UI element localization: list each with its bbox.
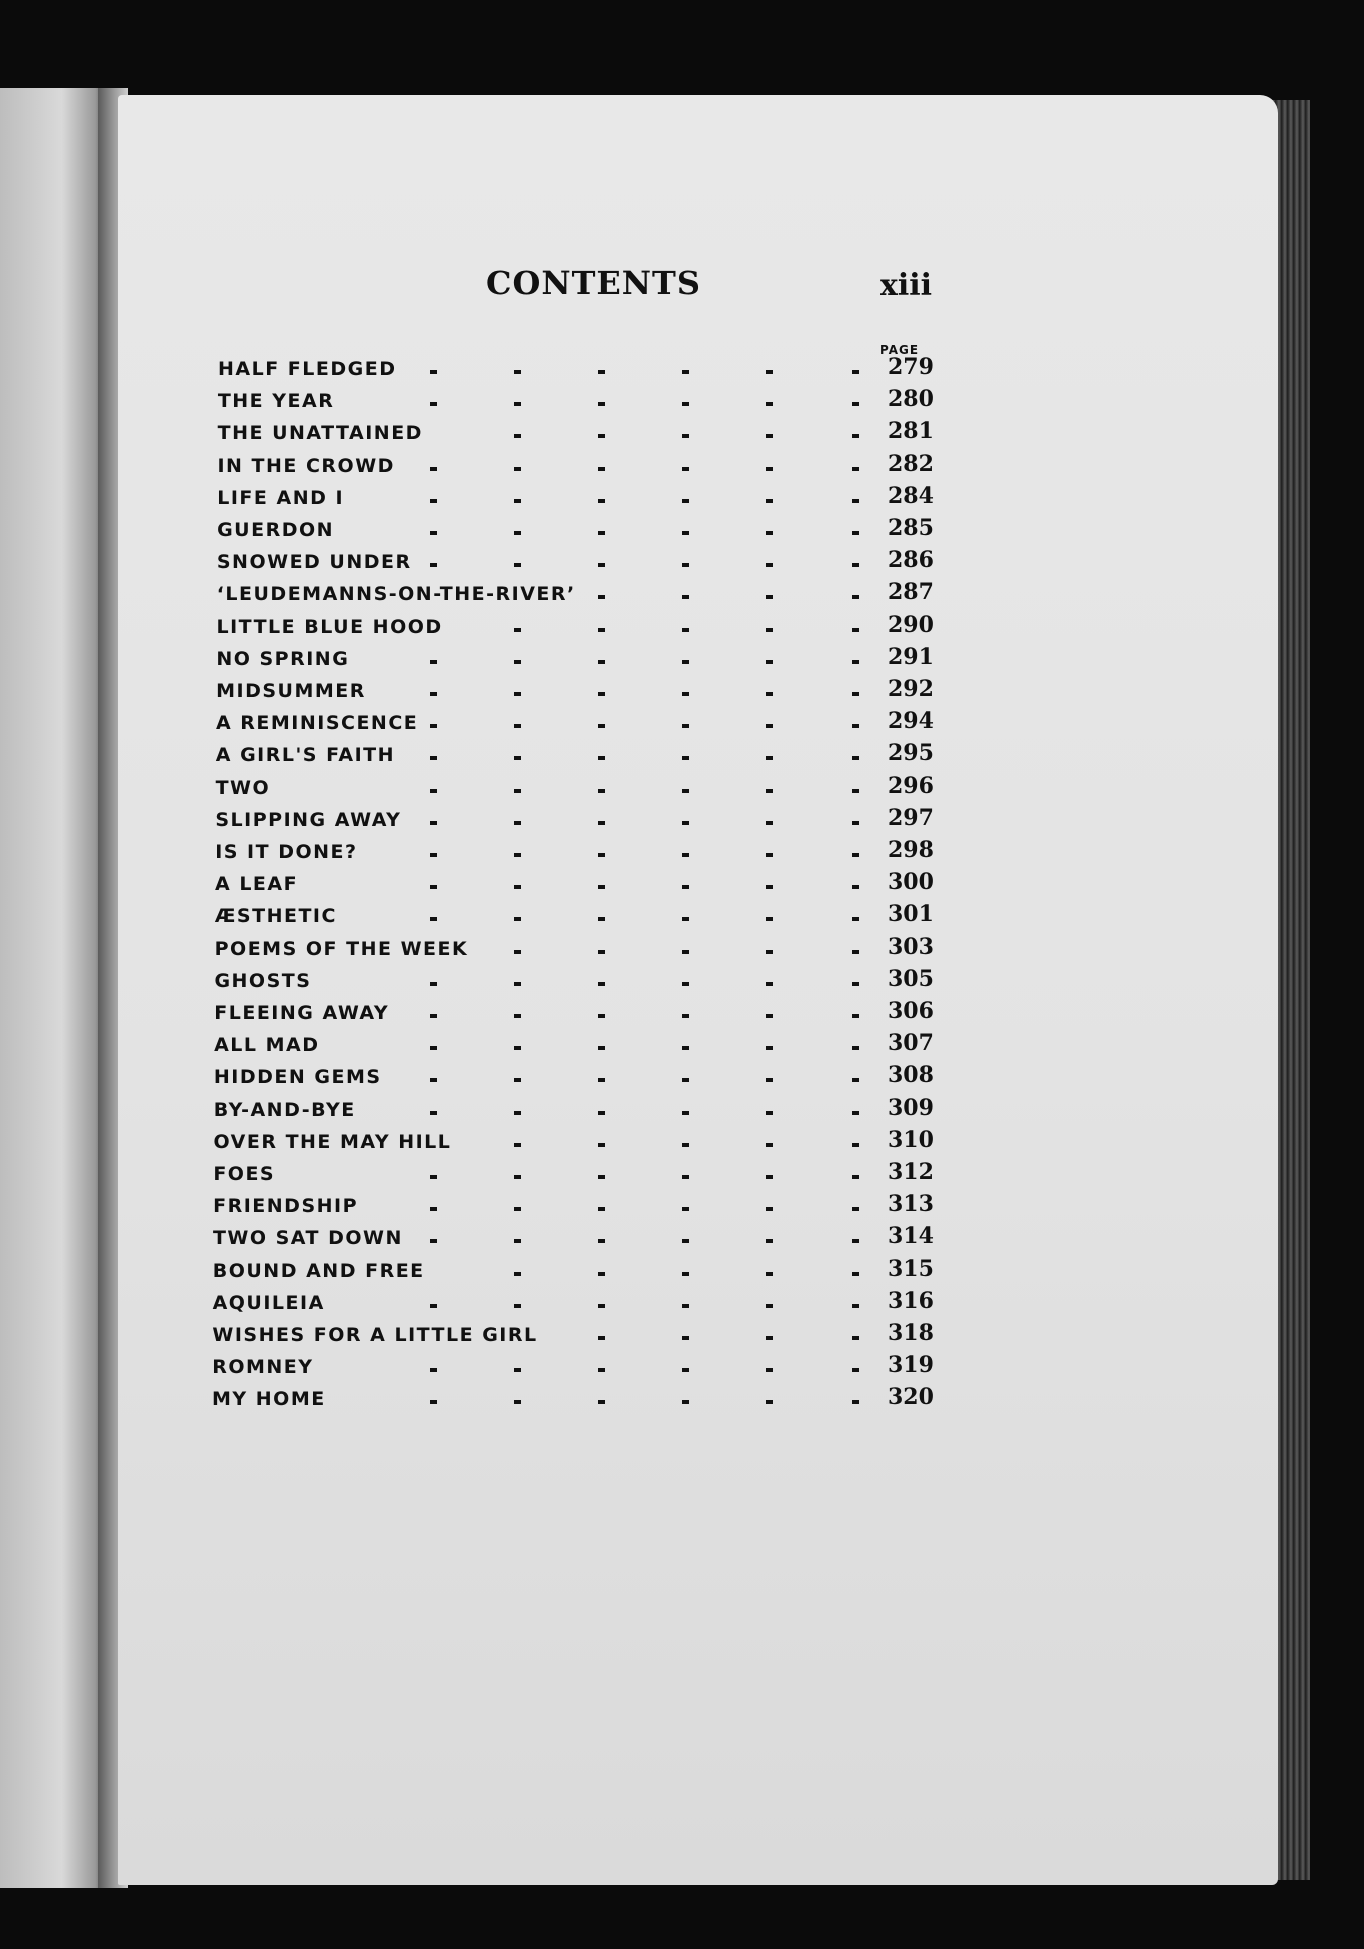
toc-entry-page: 316 — [888, 1287, 934, 1314]
toc-entry-page: 312 — [888, 1159, 934, 1185]
leader-dash — [430, 660, 437, 664]
toc-entry-page: 297 — [888, 804, 934, 831]
leader-dash — [682, 1078, 689, 1082]
leader-dash — [766, 499, 773, 503]
leader-dash — [514, 467, 521, 471]
leader-dash — [766, 595, 773, 599]
toc-entry-title: SNOWED UNDER — [216, 551, 412, 574]
leader-dash — [598, 1304, 605, 1308]
toc-row — [0, 1352, 1364, 1386]
leader-dash — [682, 724, 689, 728]
leader-dash — [852, 982, 859, 986]
leader-dash — [682, 1014, 689, 1018]
leader-dash — [682, 370, 689, 374]
leader-dash — [766, 1014, 773, 1018]
toc-entry-page: 298 — [888, 837, 934, 863]
leader-dash — [682, 982, 689, 986]
page-number: xiii — [880, 268, 933, 303]
leader-dash — [514, 692, 521, 696]
leader-dash — [682, 692, 689, 696]
toc-entry-title: LITTLE BLUE HOOD — [216, 615, 443, 638]
page-column-label: PAGE — [880, 343, 920, 357]
toc-row — [0, 1255, 1364, 1290]
toc-entry-title: TWO — [215, 776, 271, 799]
leader-dash — [766, 531, 773, 535]
leader-dash — [430, 1304, 437, 1308]
toc-row — [0, 933, 1364, 968]
toc-entry-title: A LEAF — [215, 873, 299, 896]
toc-entry-page: 296 — [888, 772, 934, 799]
toc-entry-page: 308 — [888, 1062, 934, 1089]
leader-dash — [514, 853, 521, 857]
leader-dash — [766, 1368, 773, 1372]
leader-dash — [514, 789, 521, 793]
leader-dash — [852, 370, 859, 374]
toc-entry-page: 313 — [888, 1191, 934, 1218]
leader-dash — [514, 756, 521, 760]
toc-entry-title: FRIENDSHIP — [213, 1195, 359, 1218]
leader-dash — [598, 660, 605, 664]
leader-dash — [514, 1111, 521, 1115]
leader-dash — [430, 531, 437, 535]
leader-dash — [514, 1400, 521, 1404]
leader-dash — [852, 1368, 859, 1372]
toc-entry-page: 285 — [888, 515, 934, 541]
leader-dash — [852, 563, 859, 567]
leader-dash — [598, 402, 605, 406]
toc-row — [0, 482, 1364, 517]
leader-dash — [598, 563, 605, 567]
leader-dash — [514, 402, 521, 406]
leader-dash — [852, 467, 859, 471]
toc-entry-title: BY-AND-BYE — [213, 1098, 356, 1121]
leader-dash — [852, 821, 859, 825]
toc-entry-page: 305 — [888, 965, 934, 992]
leader-dash — [430, 370, 437, 374]
toc-row — [0, 676, 1364, 710]
leader-dash — [514, 885, 521, 889]
toc-entry-page: 284 — [888, 482, 934, 509]
leader-dash — [598, 1046, 605, 1050]
leader-dash — [514, 499, 521, 503]
leader-dash — [852, 692, 859, 696]
leader-dash — [766, 789, 773, 793]
leader-dash — [598, 853, 605, 857]
leader-dash — [598, 821, 605, 825]
toc-entry-page: 301 — [888, 901, 934, 928]
leader-dash — [766, 982, 773, 986]
leader-dash — [598, 531, 605, 535]
toc-entry-title: NO SPRING — [216, 647, 350, 670]
toc-entry-page: 315 — [888, 1255, 934, 1282]
leader-dash — [514, 1272, 521, 1276]
toc-entry-title: ROMNEY — [212, 1356, 314, 1379]
toc-entry-title: SLIPPING AWAY — [215, 808, 402, 831]
toc-entry-title: IN THE CROWD — [217, 454, 395, 477]
leader-dash — [598, 628, 605, 632]
leader-dash — [682, 628, 689, 632]
leader-dash — [514, 370, 521, 374]
leader-dash — [852, 1078, 859, 1082]
toc-entry-title: FLEEING AWAY — [214, 1002, 390, 1024]
toc-entry-title: THE YEAR — [217, 390, 335, 413]
leader-dash — [430, 821, 437, 825]
toc-row — [0, 611, 1364, 646]
leader-dash — [852, 1336, 859, 1340]
leader-dash — [598, 1239, 605, 1243]
toc-entry-page: 290 — [888, 611, 934, 638]
leader-dash — [430, 1078, 437, 1082]
leader-dash — [766, 853, 773, 857]
leader-dash — [766, 402, 773, 406]
leader-dash — [598, 692, 605, 696]
toc-row — [0, 708, 1364, 742]
toc-row — [0, 1384, 1364, 1418]
leader-dash — [598, 724, 605, 728]
leader-dash — [852, 1400, 859, 1404]
toc-entry-title: A GIRL'S FAITH — [215, 744, 396, 767]
leader-dash — [682, 595, 689, 599]
leader-dash — [598, 1400, 605, 1404]
leader-dash — [766, 1336, 773, 1340]
leader-dash — [430, 982, 437, 986]
leader-dash — [766, 1207, 773, 1211]
leader-dash — [852, 756, 859, 760]
toc-entry-title: HIDDEN GEMS — [213, 1066, 382, 1089]
leader-dash — [682, 1304, 689, 1308]
leader-dash — [852, 1143, 859, 1147]
leader-dash — [852, 724, 859, 728]
leader-dash — [852, 1014, 859, 1018]
leader-dash — [766, 692, 773, 696]
toc-row — [0, 450, 1364, 485]
toc-entry-page: 300 — [888, 869, 934, 896]
leader-dash — [852, 1207, 859, 1211]
toc-row — [0, 515, 1364, 549]
leader-dash — [598, 434, 605, 438]
leader-dash — [514, 1014, 521, 1018]
leader-dash — [430, 1046, 437, 1050]
leader-dash — [766, 1078, 773, 1082]
toc-entry-title: OVER THE MAY HILL — [213, 1130, 452, 1153]
toc-entry-page: 286 — [888, 547, 934, 574]
leader-dash — [852, 402, 859, 406]
toc-entry-title: WISHES FOR A LITTLE GIRL — [212, 1324, 538, 1346]
leader-dash — [852, 853, 859, 857]
leader-dash — [682, 1143, 689, 1147]
toc-row — [0, 354, 1364, 388]
leader-dash — [766, 1272, 773, 1276]
toc-entry-page: 318 — [888, 1320, 934, 1346]
toc-row — [0, 386, 1364, 420]
leader-dash — [682, 1239, 689, 1243]
toc-entry-title: FOES — [213, 1163, 276, 1185]
toc-entry-page: 280 — [888, 386, 934, 413]
toc-row — [0, 837, 1364, 871]
leader-dash — [598, 1207, 605, 1211]
leader-dash — [430, 692, 437, 696]
leader-dash — [766, 660, 773, 664]
leader-dash — [852, 1272, 859, 1276]
toc-row — [0, 547, 1364, 581]
leader-dash — [514, 660, 521, 664]
leader-dash — [766, 1046, 773, 1050]
leader-dash — [598, 1368, 605, 1372]
toc-row — [0, 1320, 1364, 1354]
leader-dash — [852, 499, 859, 503]
toc-row — [0, 1126, 1364, 1161]
leader-dash — [430, 885, 437, 889]
leader-dash — [852, 917, 859, 921]
leader-dash — [430, 467, 437, 471]
leader-dash — [852, 660, 859, 664]
leader-dash — [852, 1304, 859, 1308]
toc-entry-page: 287 — [888, 579, 934, 606]
leader-dash — [514, 950, 521, 954]
leader-dash — [598, 1078, 605, 1082]
toc-row — [0, 1191, 1364, 1225]
leader-dash — [682, 402, 689, 406]
page-title: CONTENTS — [486, 264, 701, 302]
leader-dash — [682, 1400, 689, 1404]
toc-entry-title: TWO SAT DOWN — [212, 1227, 403, 1250]
toc-entry-title: THE UNATTAINED — [217, 422, 423, 445]
leader-dash — [514, 628, 521, 632]
toc-entry-title: MY HOME — [212, 1388, 326, 1411]
toc-entry-page: 294 — [888, 708, 934, 735]
leader-dash — [682, 950, 689, 954]
leader-dash — [598, 1336, 605, 1340]
leader-dash — [598, 595, 605, 599]
toc-row — [0, 1159, 1364, 1193]
leader-dash — [430, 1400, 437, 1404]
leader-dash — [766, 1111, 773, 1115]
leader-dash — [852, 789, 859, 793]
leader-dash — [430, 499, 437, 503]
leader-dash — [682, 563, 689, 567]
toc-entry-page: 291 — [888, 643, 934, 670]
leader-dash — [766, 1143, 773, 1147]
toc-row — [0, 643, 1364, 678]
toc-row — [0, 804, 1364, 839]
leader-dash — [430, 1175, 437, 1179]
leader-dash — [682, 853, 689, 857]
leader-dash — [766, 885, 773, 889]
leader-dash — [598, 982, 605, 986]
toc-row — [0, 901, 1364, 935]
leader-dash — [682, 1336, 689, 1340]
toc-row — [0, 418, 1364, 452]
toc-entry-page: 295 — [888, 740, 934, 767]
leader-dash — [430, 1014, 437, 1018]
toc-row — [0, 1287, 1364, 1322]
toc-entry-title: MIDSUMMER — [216, 680, 366, 702]
leader-dash — [766, 434, 773, 438]
leader-dash — [430, 756, 437, 760]
leader-dash — [682, 917, 689, 921]
leader-dash — [766, 1304, 773, 1308]
leader-dash — [514, 1207, 521, 1211]
toc-entry-page: 281 — [888, 418, 934, 445]
leader-dash — [682, 1175, 689, 1179]
leader-dash — [682, 1207, 689, 1211]
leader-dash — [598, 917, 605, 921]
leader-dash — [852, 434, 859, 438]
leader-dash — [430, 789, 437, 793]
leader-dash — [852, 950, 859, 954]
leader-dash — [766, 1239, 773, 1243]
leader-dash — [852, 1111, 859, 1115]
leader-dash — [852, 1175, 859, 1179]
leader-dash — [598, 885, 605, 889]
leader-dash — [514, 531, 521, 535]
toc-row — [0, 579, 1364, 613]
leader-dash — [514, 1304, 521, 1308]
leader-dash — [514, 917, 521, 921]
leader-dash — [598, 1272, 605, 1276]
leader-dash — [852, 628, 859, 632]
leader-dash — [598, 370, 605, 374]
leader-dash — [514, 1239, 521, 1243]
leader-dash — [766, 563, 773, 567]
toc-entry-page: 279 — [888, 354, 934, 380]
toc-entry-title: GUERDON — [217, 519, 335, 541]
toc-entry-page: 292 — [888, 676, 934, 702]
toc-row — [0, 772, 1364, 807]
toc-entry-page: 303 — [888, 933, 934, 960]
leader-dash — [852, 1046, 859, 1050]
leader-dash — [766, 724, 773, 728]
toc-entry-title: GHOSTS — [214, 969, 312, 992]
leader-dash — [852, 1239, 859, 1243]
leader-dash — [430, 563, 437, 567]
toc-row — [0, 1030, 1364, 1064]
leader-dash — [682, 885, 689, 889]
toc-entry-title: AQUILEIA — [212, 1291, 325, 1314]
toc-entry-title: ÆSTHETIC — [214, 905, 337, 928]
leader-dash — [682, 1046, 689, 1050]
leader-dash — [682, 1111, 689, 1115]
toc-entry-title: A REMINISCENCE — [215, 712, 419, 735]
leader-dash — [598, 467, 605, 471]
leader-dash — [430, 1207, 437, 1211]
leader-dash — [766, 628, 773, 632]
leader-dash — [598, 1014, 605, 1018]
leader-dash — [514, 1078, 521, 1082]
toc-row — [0, 1062, 1364, 1096]
leader-dash — [766, 370, 773, 374]
leader-dash — [766, 950, 773, 954]
leader-dash — [430, 917, 437, 921]
toc-entry-title: HALF FLEDGED — [218, 358, 397, 380]
leader-dash — [514, 821, 521, 825]
leader-dash — [598, 789, 605, 793]
leader-dash — [514, 982, 521, 986]
leader-dash — [598, 950, 605, 954]
toc-row — [0, 998, 1364, 1032]
toc-entry-title: ALL MAD — [214, 1034, 320, 1057]
toc-entry-page: 306 — [888, 998, 934, 1024]
leader-dash — [514, 1368, 521, 1372]
leader-dash — [514, 434, 521, 438]
leader-dash — [682, 434, 689, 438]
leader-dash — [852, 595, 859, 599]
leader-dash — [430, 724, 437, 728]
toc-entry-title: LIFE AND I — [217, 486, 345, 509]
toc-entry-page: 319 — [888, 1352, 934, 1379]
leader-dash — [682, 1272, 689, 1276]
leader-dash — [682, 499, 689, 503]
leader-dash — [598, 1175, 605, 1179]
leader-dash — [852, 885, 859, 889]
leader-dash — [682, 821, 689, 825]
leader-dash — [682, 660, 689, 664]
leader-dash — [852, 531, 859, 535]
leader-dash — [598, 1143, 605, 1147]
leader-dash — [514, 563, 521, 567]
leader-dash — [682, 531, 689, 535]
toc-entry-page: 320 — [888, 1384, 934, 1411]
toc-entry-page: 282 — [888, 450, 934, 477]
leader-dash — [430, 1239, 437, 1243]
leader-dash — [514, 1143, 521, 1147]
toc-entry-title: ‘LEUDEMANNS-ON-THE-RIVER’ — [216, 583, 576, 606]
toc-entry-title: BOUND AND FREE — [212, 1259, 425, 1282]
leader-dash — [514, 1046, 521, 1050]
leader-dash — [430, 1368, 437, 1372]
toc-entry-title: POEMS OF THE WEEK — [214, 937, 469, 960]
toc-entry-page: 310 — [888, 1126, 934, 1153]
leader-dash — [430, 853, 437, 857]
leader-dash — [682, 789, 689, 793]
leader-dash — [598, 1111, 605, 1115]
leader-dash — [766, 1400, 773, 1404]
toc-entry-page: 314 — [888, 1223, 934, 1250]
leader-dash — [766, 917, 773, 921]
leader-dash — [430, 1111, 437, 1115]
leader-dash — [682, 467, 689, 471]
leader-dash — [682, 1368, 689, 1372]
leader-dash — [514, 1175, 521, 1179]
leader-dash — [598, 499, 605, 503]
toc-row — [0, 1223, 1364, 1257]
leader-dash — [598, 756, 605, 760]
toc-row — [0, 1094, 1364, 1129]
toc-row — [0, 965, 1364, 1000]
toc-row — [0, 869, 1364, 903]
toc-row — [0, 740, 1364, 774]
leader-dash — [766, 1175, 773, 1179]
leader-dash — [682, 756, 689, 760]
leader-dash — [766, 756, 773, 760]
toc-entry-page: 307 — [888, 1030, 934, 1057]
leader-dash — [514, 724, 521, 728]
leader-dash — [766, 821, 773, 825]
leader-dash — [766, 467, 773, 471]
leader-dash — [430, 402, 437, 406]
toc-entry-page: 309 — [888, 1094, 934, 1121]
toc-entry-title: IS IT DONE? — [215, 841, 358, 863]
